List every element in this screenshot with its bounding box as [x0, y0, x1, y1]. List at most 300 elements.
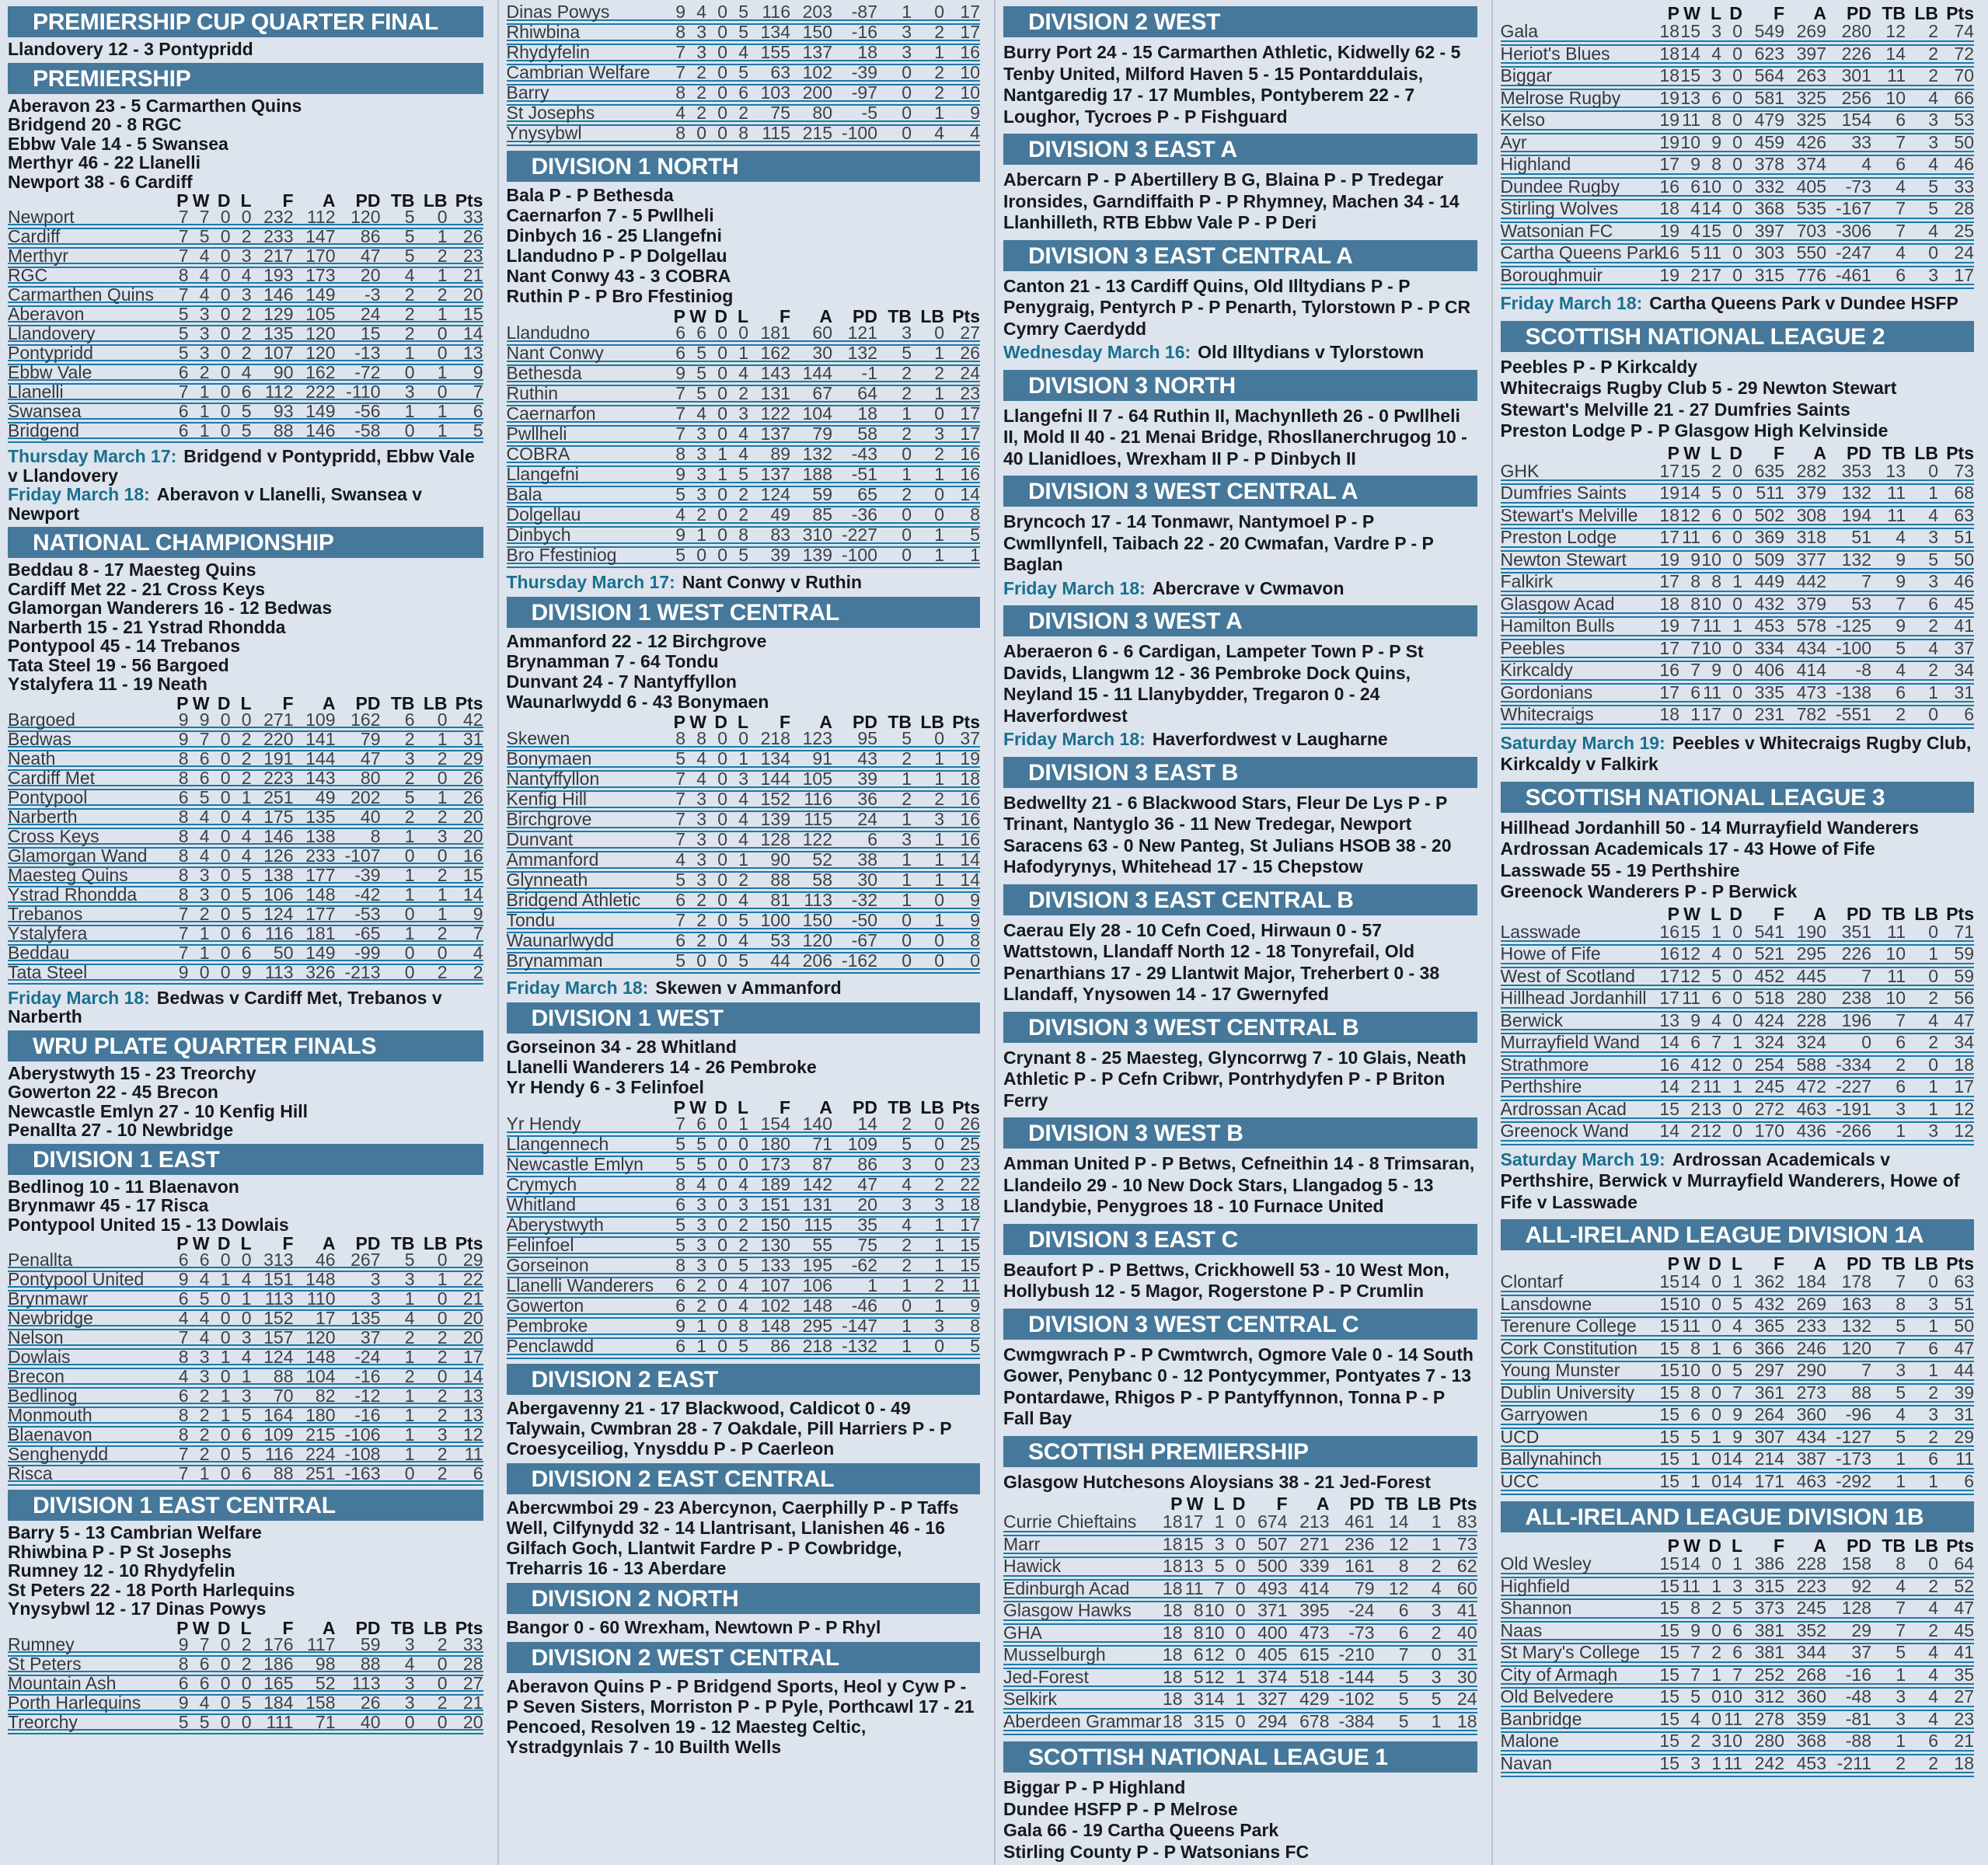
stat-column-header: LB — [1906, 5, 1938, 23]
stat-value: 2 — [727, 870, 748, 891]
stat-value: 180 — [294, 1406, 336, 1425]
team-name: Caernarfon — [507, 404, 665, 424]
stat-value: 0 — [231, 1673, 252, 1692]
stat-value: 113 — [790, 891, 832, 911]
stat-column-header: W — [1679, 1255, 1700, 1274]
stat-value: 1 — [1906, 1098, 1938, 1121]
stat-value: 2 — [1679, 1121, 1700, 1143]
stat-value: 0 — [685, 951, 706, 971]
stat-column-header: LB — [1906, 444, 1938, 463]
stat-value: 459 — [1742, 131, 1784, 154]
stat-value: 59 — [1938, 965, 1974, 988]
stat-value: 6 — [1375, 1600, 1409, 1623]
stat-column-header: W — [685, 309, 706, 326]
stat-value: 1 — [189, 1464, 210, 1483]
table-division-1-east-central-table — [8, 1621, 483, 1734]
stat-value: 58 — [832, 424, 877, 444]
stat-value: 8 — [664, 124, 685, 144]
stat-value: 67 — [790, 384, 832, 404]
stat-value: -210 — [1330, 1644, 1375, 1667]
stat-value: 3 — [877, 830, 912, 850]
stat-value: 1 — [1721, 615, 1742, 638]
stat-value: 509 — [1742, 549, 1784, 571]
stat-value: 59 — [1938, 943, 1974, 966]
stat-column-header: D — [706, 309, 727, 326]
table-row — [1501, 176, 1975, 198]
stat-column-header: P — [168, 696, 189, 713]
stat-value: 1 — [381, 1445, 415, 1464]
stat-value: 4 — [727, 931, 748, 951]
stat-column-header: W — [1679, 1537, 1700, 1556]
stat-value: 5 — [1871, 1426, 1906, 1448]
stat-value: 0 — [1721, 220, 1742, 242]
stat-value: 2 — [415, 1464, 448, 1483]
team-name: Aberavon — [8, 305, 168, 324]
team-name: Preston Lodge — [1501, 527, 1659, 549]
stat-value: 139 — [790, 546, 832, 566]
stat-value: 31 — [1938, 682, 1974, 704]
stat-value: 14 — [1871, 43, 1906, 65]
stat-value: 1 — [415, 904, 448, 923]
stat-value: 2 — [231, 1637, 252, 1654]
stat-value: 1 — [1700, 1752, 1721, 1775]
team-name: Nelson — [8, 1328, 168, 1347]
stat-value: 134 — [748, 749, 790, 769]
team-name: Risca — [8, 1464, 168, 1483]
team-name: Selkirk — [1003, 1689, 1162, 1711]
stat-value: 7 — [1871, 1619, 1906, 1642]
stat-value: 18 — [1162, 1622, 1183, 1644]
table-row — [8, 1425, 483, 1445]
table-header-row — [1501, 905, 1975, 924]
stat-value: 3 — [877, 1155, 912, 1175]
team-name: West of Scotland — [1501, 965, 1659, 988]
section-header-scottish-national-league-1: SCOTTISH NATIONAL LEAGUE 1 — [1003, 1741, 1477, 1773]
stat-value: 7 — [168, 227, 189, 246]
stat-value: 15 — [1700, 220, 1721, 242]
stat-column-header: L — [727, 309, 748, 326]
stat-column-header: PD — [832, 714, 877, 731]
stat-value: -292 — [1826, 1470, 1871, 1493]
stat-value: 405 — [1784, 176, 1826, 198]
table-row — [1003, 1689, 1477, 1711]
stat-value: -81 — [1826, 1708, 1871, 1731]
stat-value: 0 — [912, 404, 944, 424]
stat-column-header: Pts — [944, 309, 980, 326]
stat-value: 0 — [1700, 1686, 1721, 1709]
stat-value: 1 — [231, 1289, 252, 1309]
stat-value: 0 — [415, 324, 448, 343]
team-name: Gorseinon — [507, 1256, 665, 1276]
stat-value: 6 — [685, 1117, 706, 1135]
stat-value: -266 — [1826, 1121, 1871, 1143]
stat-value: 0 — [1700, 1556, 1721, 1575]
stat-value: 55 — [790, 1236, 832, 1256]
stat-value: 3 — [1679, 1752, 1700, 1775]
division-1-north-fixtures — [507, 572, 981, 592]
table-body — [507, 326, 981, 566]
result-line: Brynmawr 45 - 17 Risca — [8, 1196, 483, 1215]
stat-value: 144 — [790, 364, 832, 384]
stat-value: 223 — [252, 768, 294, 787]
stat-value: 49 — [294, 787, 336, 807]
stat-value: 148 — [294, 884, 336, 904]
team-name: Llangefni — [507, 465, 665, 485]
stat-value: 6 — [168, 1253, 189, 1270]
team-name: Ystalyfera — [8, 923, 168, 943]
section-header-division-1-east-central: DIVISION 1 EAST CENTRAL — [8, 1490, 483, 1521]
stat-value: 140 — [790, 1117, 832, 1135]
stat-value: 7 — [168, 923, 189, 943]
stat-value: 154 — [748, 1117, 790, 1135]
division-3-east-b-results: Bedwellty 21 - 6 Blackwood Stars, Fleur De Lys P - P Trinant, Nantyglo 36 - 11 New Tredegar, Newport Saracens 63 - 0 New Panteg, St Julians HSOB 38 - 20 Hafodyrynys, Whitehead 17 - 15 Chepstow — [1003, 793, 1477, 878]
stat-value: 16 — [1658, 660, 1679, 682]
fixture-line — [8, 447, 483, 485]
stat-value: 9 — [1721, 1404, 1742, 1427]
stat-value: 4 — [189, 807, 210, 826]
result-line: Cardiff Met 22 - 21 Cross Keys — [8, 580, 483, 599]
stat-value: 245 — [1784, 1598, 1826, 1620]
stat-value: 17 — [944, 1215, 980, 1236]
stat-value: 3 — [189, 865, 210, 884]
stat-value: 3 — [1700, 23, 1721, 43]
stat-value: 4 — [727, 830, 748, 850]
table-row — [507, 424, 981, 444]
stat-value: 17 — [1658, 527, 1679, 549]
stat-value: 353 — [1826, 463, 1871, 483]
fixture-date-label: Friday March 18: — [1003, 729, 1146, 749]
stat-value: 111 — [252, 1712, 294, 1731]
stat-value: 4 — [685, 769, 706, 790]
stat-value: 4 — [685, 5, 706, 23]
stat-value: 0 — [706, 850, 727, 870]
stat-value: 550 — [1784, 242, 1826, 265]
stat-column-header: PD — [336, 193, 381, 210]
stat-value: 0 — [706, 731, 727, 749]
stat-value: 2 — [685, 1276, 706, 1296]
stat-value: 33 — [448, 210, 483, 227]
stat-value: 5 — [664, 749, 685, 769]
stat-value: 109 — [252, 1425, 294, 1445]
result-line: Glasgow Hutchesons Aloysians 38 - 21 Jed-Forest — [1003, 1472, 1477, 1494]
fixture-text: Cartha Queens Park v Dundee HSFP — [1649, 293, 1958, 313]
stat-value: 4 — [1721, 1316, 1742, 1338]
stat-value: 9 — [944, 103, 980, 124]
stat-value: 564 — [1742, 65, 1784, 88]
stat-value: 379 — [1784, 483, 1826, 505]
stat-value: 5 — [664, 951, 685, 971]
stat-value: 13 — [448, 1406, 483, 1425]
stat-value: 5 — [664, 546, 685, 566]
stat-value: 2 — [877, 1117, 912, 1135]
stat-value: 181 — [748, 326, 790, 343]
stat-value: 63 — [1938, 1274, 1974, 1293]
stat-value: 1 — [912, 1236, 944, 1256]
stat-value: 88 — [252, 421, 294, 441]
table-division-1-west-table — [507, 1100, 981, 1359]
stat-value: 344 — [1784, 1642, 1826, 1665]
stat-value: 14 — [1375, 1514, 1409, 1533]
stat-value: 303 — [1742, 242, 1784, 265]
stat-value: 162 — [748, 343, 790, 364]
result-line: Newport 38 - 6 Cardiff — [8, 173, 483, 192]
table-row — [507, 731, 981, 749]
stat-value: -99 — [336, 943, 381, 962]
stat-value: 15 — [1658, 1426, 1679, 1448]
team-name: Rhydyfelin — [507, 43, 665, 63]
table-row — [1501, 1642, 1975, 1665]
stat-value: 83 — [1442, 1514, 1477, 1533]
stat-value: 15 — [1658, 1360, 1679, 1382]
stat-value: 3 — [1700, 65, 1721, 88]
team-name: Ardrossan Acad — [1501, 1098, 1659, 1121]
stat-value: 0 — [706, 384, 727, 404]
stat-column-header: TB — [1871, 1537, 1906, 1556]
stat-value: 24 — [944, 364, 980, 384]
stat-value: 10 — [1700, 593, 1721, 615]
stat-value: 6 — [1700, 988, 1721, 1010]
stat-value: 2 — [877, 364, 912, 384]
stat-value: 2 — [415, 1637, 448, 1654]
stat-value: -100 — [832, 546, 877, 566]
table-row — [8, 748, 483, 768]
stat-value: 5 — [1375, 1689, 1409, 1711]
stat-column-header: W — [685, 714, 706, 731]
stat-value: 5 — [168, 1712, 189, 1731]
stat-column-header: W — [189, 696, 210, 713]
stat-value: -50 — [832, 911, 877, 931]
stat-value: 200 — [790, 83, 832, 103]
result-line: Dinbych 16 - 25 Llangefni — [507, 225, 981, 246]
stat-value: 0 — [944, 951, 980, 971]
table-row — [507, 790, 981, 810]
table-body — [1501, 23, 1975, 287]
stat-value: 1 — [1700, 1337, 1721, 1360]
stat-value: 50 — [252, 943, 294, 962]
stat-value: 20 — [832, 1195, 877, 1215]
stat-value: 51 — [1938, 527, 1974, 549]
team-name: Kelso — [1501, 110, 1659, 132]
table-row — [8, 210, 483, 227]
stat-value: 40 — [336, 807, 381, 826]
stat-value: 9 — [1679, 549, 1700, 571]
stat-value: 0 — [727, 731, 748, 749]
stat-value: 132 — [1826, 549, 1871, 571]
stat-value: 1 — [1871, 1448, 1906, 1471]
stat-value: 18 — [1162, 1577, 1183, 1600]
stat-value: 7 — [1679, 1664, 1700, 1686]
stat-value: 19 — [1658, 264, 1679, 287]
stat-value: 134 — [748, 23, 790, 43]
stat-value: 3 — [1871, 1686, 1906, 1709]
stat-value: 0 — [1721, 1009, 1742, 1032]
stat-value: 3 — [685, 1195, 706, 1215]
stat-value: 0 — [210, 748, 231, 768]
stat-value: 146 — [252, 826, 294, 845]
team-name: Bridgend — [8, 421, 168, 441]
team-name: Dunvant — [507, 830, 665, 850]
stat-value: 1 — [1721, 1076, 1742, 1099]
table-row — [1003, 1514, 1477, 1533]
stat-value: 588 — [1784, 1054, 1826, 1076]
stat-value: 0 — [1721, 924, 1742, 943]
stat-value: 9 — [664, 465, 685, 485]
division-3-east-central-a-fixtures — [1003, 342, 1477, 364]
stat-value: 8 — [1679, 1382, 1700, 1404]
stat-value: 123 — [790, 731, 832, 749]
stat-value: 115 — [790, 810, 832, 830]
stat-value: 15 — [1679, 924, 1700, 943]
stat-value: 16 — [944, 43, 980, 63]
table-row — [8, 826, 483, 845]
stat-value: 2 — [231, 343, 252, 363]
stat-value: 2 — [189, 1445, 210, 1464]
stat-value: 6 — [1721, 1642, 1742, 1665]
stat-value: 15 — [1658, 1293, 1679, 1316]
section-header-division-2-north: DIVISION 2 NORTH — [507, 1583, 981, 1614]
table-row — [507, 384, 981, 404]
stat-value: 33 — [1826, 131, 1871, 154]
fixture-line — [1501, 293, 1975, 315]
stat-value: 2 — [189, 363, 210, 382]
stat-value: 16 — [1658, 943, 1679, 966]
stat-value: 365 — [1742, 1316, 1784, 1338]
stat-value: 0 — [231, 1712, 252, 1731]
stat-value: 4 — [1871, 660, 1906, 682]
table-row — [1501, 43, 1975, 65]
stat-value: 473 — [1288, 1622, 1330, 1644]
stat-value: 463 — [1784, 1098, 1826, 1121]
stat-value: 473 — [1784, 682, 1826, 704]
stat-value: 254 — [1742, 1054, 1784, 1076]
stat-column-header: L — [231, 1236, 252, 1253]
stat-value: 0 — [210, 845, 231, 865]
stat-value: 2 — [415, 807, 448, 826]
stat-value: 4 — [231, 845, 252, 865]
stat-value: 135 — [336, 1309, 381, 1328]
stat-value: 0 — [1721, 198, 1742, 221]
team-name: Stirling Wolves — [1501, 198, 1659, 221]
stat-value: 2 — [912, 364, 944, 384]
stat-value: 82 — [294, 1386, 336, 1406]
stat-value: 19 — [1658, 131, 1679, 154]
stat-value: 17 — [294, 1309, 336, 1328]
stat-value: 0 — [706, 810, 727, 830]
section-header-division-3-east-b: DIVISION 3 EAST B — [1003, 757, 1477, 788]
stat-value: 4 — [189, 246, 210, 266]
stat-column-header: A — [1784, 1255, 1826, 1274]
stat-value: 5 — [1183, 1666, 1204, 1689]
scottish-premiership-results — [1003, 1472, 1477, 1494]
team-name: Monmouth — [8, 1406, 168, 1425]
table-row — [8, 787, 483, 807]
stat-value: 17 — [1658, 571, 1679, 594]
division-3-east-a-results: Abercarn P - P Abertillery B G, Blaina P - P Tredegar Ironsides, Garndiffaith P - P Rhymney, Machen 34 - 14 Llanhilleth, RTB Ebbw Vale P - P Deri — [1003, 169, 1477, 234]
stat-column-header: LB — [1906, 1255, 1938, 1274]
stat-value: 90 — [252, 363, 294, 382]
stat-value: 2 — [381, 1328, 415, 1347]
stat-value: 7 — [1679, 1642, 1700, 1665]
stat-value: 150 — [748, 1215, 790, 1236]
stat-value: -73 — [1826, 176, 1871, 198]
stat-value: 325 — [1784, 110, 1826, 132]
stat-value: 0 — [706, 404, 727, 424]
result-line: Llandudno P - P Dolgellau — [507, 246, 981, 266]
stat-value: 151 — [748, 1195, 790, 1215]
table-scottish-national-league-1-table-continued — [1501, 5, 1975, 289]
stat-value: 2 — [1906, 1752, 1938, 1775]
stat-value: 2 — [685, 103, 706, 124]
team-name: St Mary's College — [1501, 1642, 1659, 1665]
team-name: Terenure College — [1501, 1316, 1659, 1338]
stat-value: 80 — [790, 103, 832, 124]
stat-value: 6 — [168, 363, 189, 382]
stat-value: 1 — [877, 1276, 912, 1296]
stat-value: 273 — [1784, 1382, 1826, 1404]
stat-value: 2 — [877, 1256, 912, 1276]
stat-value: 5 — [168, 343, 189, 363]
stat-value: 1 — [381, 343, 415, 363]
team-name: City of Armagh — [1501, 1664, 1659, 1686]
stat-column-header: P — [1658, 5, 1679, 23]
team-name: Cardiff Met — [8, 768, 168, 787]
stat-value: 6 — [664, 1195, 685, 1215]
team-name: Gala — [1501, 23, 1659, 43]
stat-value: 139 — [748, 810, 790, 830]
stat-value: 1 — [1721, 571, 1742, 594]
stat-value: 3 — [1906, 131, 1938, 154]
stat-value: 0 — [912, 5, 944, 23]
stat-value: 3 — [1183, 1710, 1204, 1733]
stat-value: 7 — [448, 923, 483, 943]
stat-value: 0 — [210, 343, 231, 363]
stat-value: 1 — [877, 850, 912, 870]
stat-value: 4 — [189, 845, 210, 865]
stat-value: 0 — [706, 103, 727, 124]
stat-value: 511 — [1742, 483, 1784, 505]
team-name: Gordonians — [1501, 682, 1659, 704]
team-name: GHK — [1501, 463, 1659, 483]
stat-value: 0 — [210, 1289, 231, 1309]
stat-value: 88 — [748, 870, 790, 891]
stat-value: 2 — [448, 962, 483, 981]
team-name: Trebanos — [8, 904, 168, 923]
stat-value: 8 — [664, 731, 685, 749]
table-row — [1501, 198, 1975, 221]
table-row — [8, 382, 483, 402]
result-line: Gala 66 - 19 Cartha Queens Park — [1003, 1820, 1477, 1842]
stat-value: 0 — [1721, 483, 1742, 505]
table-row — [507, 404, 981, 424]
stat-value: 6 — [231, 1464, 252, 1483]
stat-column-header: L — [727, 1100, 748, 1117]
stat-value: 3 — [685, 485, 706, 505]
stat-column-header: P — [664, 1100, 685, 1117]
stat-value: 1 — [877, 5, 912, 23]
division-2-west-results: Burry Port 24 - 15 Carmarthen Athletic, Kidwelly 62 - 5 Tenby United, Milford Haven 5 - 15 Pontarddulais, Nantgaredig 17 - 17 Mumbles, Pontyberem 22 - 7 Loughor, Tycroes P - P Fishguard — [1003, 42, 1477, 127]
stat-value: 1 — [189, 421, 210, 441]
team-name: Bonymaen — [507, 749, 665, 769]
stat-value: 15 — [1658, 1598, 1679, 1620]
table-head — [1501, 444, 1975, 463]
stat-value: 226 — [1826, 943, 1871, 966]
table-body — [1501, 1274, 1975, 1493]
team-name: Greenock Wand — [1501, 1121, 1659, 1143]
stat-value: 2 — [1906, 1619, 1938, 1642]
stat-value: 0 — [415, 768, 448, 787]
stat-column-header: PD — [1826, 444, 1871, 463]
stat-value: 12 — [1375, 1533, 1409, 1556]
